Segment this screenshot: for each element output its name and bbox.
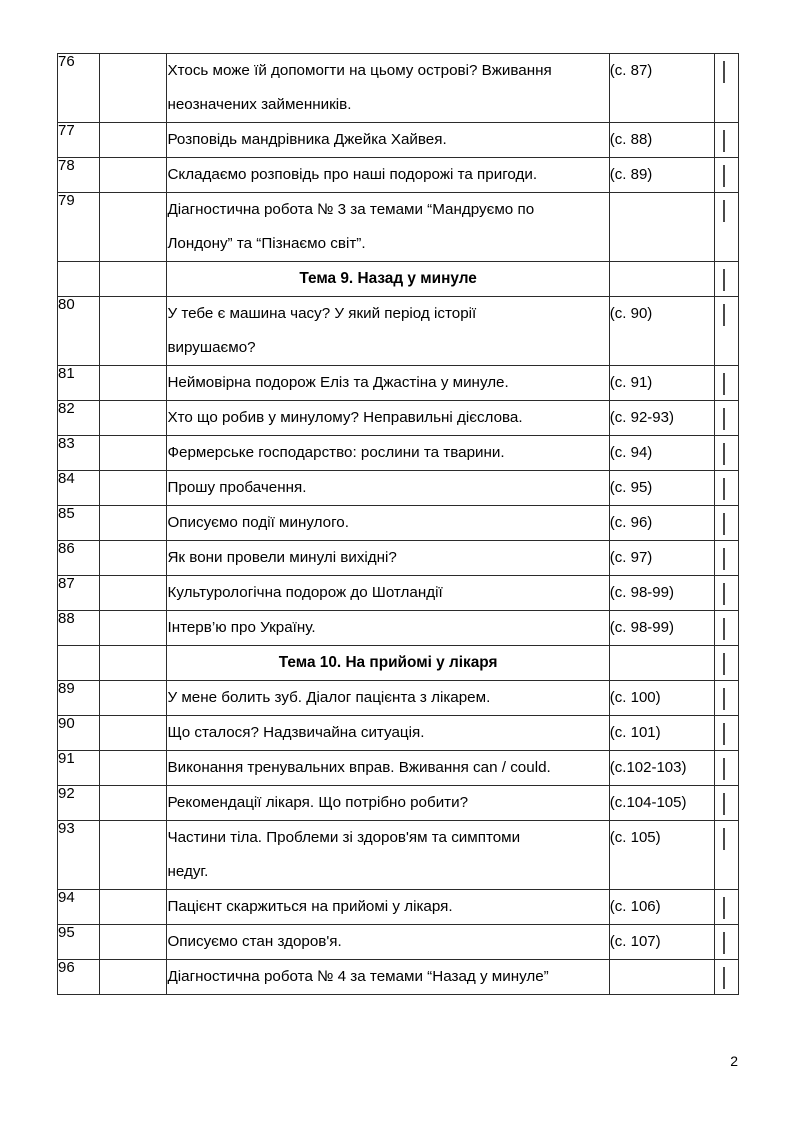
- vertical-tick-icon: [723, 513, 725, 535]
- theme-title: Тема 10. На прийомі у лікаря: [167, 646, 609, 681]
- lesson-topic-cell: [167, 297, 609, 366]
- lesson-topic-line-1: Частини тіла. Проблеми зі здоров'ям та симптоми: [167, 829, 521, 846]
- table-row: [58, 471, 739, 506]
- lesson-date-cell: [99, 366, 167, 401]
- mark-cell: [714, 611, 738, 646]
- theme-row-date-cell: [99, 646, 167, 681]
- vertical-tick-icon: [723, 967, 725, 989]
- theme-row-date-cell: [99, 262, 167, 297]
- theme-header-row: [58, 646, 739, 681]
- lesson-number: 93: [58, 821, 100, 890]
- lesson-number: 82: [58, 401, 100, 436]
- lesson-date-cell: [99, 54, 167, 123]
- lesson-topic-line-1: Описуємо події минулого.: [167, 514, 349, 531]
- page-reference: (с. 87): [609, 54, 714, 123]
- lesson-number: 78: [58, 158, 100, 193]
- theme-row-number-cell: [58, 262, 100, 297]
- lesson-date-cell: [99, 158, 167, 193]
- vertical-tick-icon: [723, 408, 725, 430]
- page-reference: (с. 90): [609, 297, 714, 366]
- lesson-number: 84: [58, 471, 100, 506]
- theme-row-page-cell: [609, 262, 714, 297]
- lesson-date-cell: [99, 960, 167, 995]
- lesson-topic-cell: [167, 716, 609, 751]
- page-reference: (с. 89): [609, 158, 714, 193]
- theme-row-mark-cell: [714, 646, 738, 681]
- lesson-topic-line-1: У тебе є машина часу? У який період історії: [167, 305, 477, 322]
- vertical-tick-icon: [723, 932, 725, 954]
- table-row: [58, 786, 739, 821]
- lesson-topic-line-1: Рекомендації лікаря. Що потрібно робити?: [167, 794, 469, 811]
- table-row: [58, 541, 739, 576]
- vertical-tick-icon: [723, 478, 725, 500]
- lesson-topic-line-1: Неймовірна подорож Еліз та Джастіна у минуле.: [167, 374, 509, 391]
- page-reference: (с. 95): [609, 471, 714, 506]
- mark-cell: [714, 541, 738, 576]
- mark-cell: [714, 401, 738, 436]
- lesson-number: 92: [58, 786, 100, 821]
- table-row: [58, 716, 739, 751]
- page-reference: (с. 98-99): [609, 576, 714, 611]
- lesson-topic-cell: [167, 751, 609, 786]
- lesson-topic-cell: [167, 366, 609, 401]
- page-reference: (с. 94): [609, 436, 714, 471]
- mark-cell: [714, 436, 738, 471]
- theme-row-number-cell: [58, 646, 100, 681]
- lesson-topic-cell: [167, 54, 609, 123]
- lesson-topic-cell: [167, 541, 609, 576]
- lesson-topic-line-1: Інтерв’ю про Україну.: [167, 619, 316, 636]
- lesson-date-cell: [99, 123, 167, 158]
- page-reference: (с. 100): [609, 681, 714, 716]
- lesson-topic-line-1: Пацієнт скаржиться на прийомі у лікаря.: [167, 898, 453, 915]
- mark-cell: [714, 960, 738, 995]
- lesson-topic-line-1: Діагностична робота № 3 за темами “Мандруємо по: [167, 201, 535, 218]
- lesson-topic-cell: [167, 611, 609, 646]
- vertical-tick-icon: [723, 618, 725, 640]
- table-row: [58, 123, 739, 158]
- lesson-topic-cell: [167, 786, 609, 821]
- lesson-topic-cell: [167, 436, 609, 471]
- lesson-topic-line-1: Культурологічна подорож до Шотландії: [167, 584, 443, 601]
- lesson-topic-cell: [167, 506, 609, 541]
- lesson-date-cell: [99, 786, 167, 821]
- table-row: [58, 751, 739, 786]
- lesson-date-cell: [99, 821, 167, 890]
- lesson-plan-table: [57, 53, 739, 995]
- table-row: [58, 681, 739, 716]
- table-row: [58, 890, 739, 925]
- lesson-date-cell: [99, 193, 167, 262]
- lesson-topic-line-1: Хто що робив у минулому? Неправильні дієслова.: [167, 409, 523, 426]
- lesson-date-cell: [99, 297, 167, 366]
- lesson-topic-cell: [167, 890, 609, 925]
- lesson-number: 89: [58, 681, 100, 716]
- page-reference: (с.102-103): [609, 751, 714, 786]
- lesson-topic-line-2: недуг.: [167, 863, 209, 880]
- lesson-number: 91: [58, 751, 100, 786]
- vertical-tick-icon: [723, 583, 725, 605]
- lesson-date-cell: [99, 541, 167, 576]
- mark-cell: [714, 297, 738, 366]
- table-row: [58, 158, 739, 193]
- lesson-topic-line-1: Прошу пробачення.: [167, 479, 307, 496]
- lesson-topic-line-1: Складаємо розповідь про наші подорожі та пригоди.: [167, 166, 538, 183]
- vertical-tick-icon: [723, 304, 725, 326]
- lesson-date-cell: [99, 436, 167, 471]
- lesson-date-cell: [99, 925, 167, 960]
- mark-cell: [714, 751, 738, 786]
- lesson-topic-line-1: Розповідь мандрівника Джейка Хайвея.: [167, 131, 447, 148]
- theme-title: Тема 9. Назад у минуле: [167, 262, 609, 297]
- lesson-date-cell: [99, 576, 167, 611]
- vertical-tick-icon: [723, 548, 725, 570]
- lesson-number: 87: [58, 576, 100, 611]
- vertical-tick-icon: [723, 200, 725, 222]
- lesson-number: 94: [58, 890, 100, 925]
- lesson-topic-line-2: вирушаємо?: [167, 339, 256, 356]
- lesson-number: 96: [58, 960, 100, 995]
- page-number: 2: [730, 1053, 738, 1069]
- mark-cell: [714, 158, 738, 193]
- page-reference: (с. 107): [609, 925, 714, 960]
- theme-row-page-cell: [609, 646, 714, 681]
- vertical-tick-icon: [723, 165, 725, 187]
- lesson-topic-line-1: Хтось може їй допомогти на цьому острові? Вживання: [167, 62, 552, 79]
- lesson-date-cell: [99, 401, 167, 436]
- theme-row-mark-cell: [714, 262, 738, 297]
- table-row: [58, 436, 739, 471]
- table-row: [58, 925, 739, 960]
- lesson-topic-cell: [167, 401, 609, 436]
- mark-cell: [714, 716, 738, 751]
- vertical-tick-icon: [723, 443, 725, 465]
- page-reference: [609, 960, 714, 995]
- lesson-topic-cell: [167, 576, 609, 611]
- lesson-date-cell: [99, 751, 167, 786]
- lesson-date-cell: [99, 716, 167, 751]
- lesson-topic-line-1: Як вони провели минулі вихідні?: [167, 549, 397, 566]
- page-reference: (с. 105): [609, 821, 714, 890]
- page-reference: (с. 101): [609, 716, 714, 751]
- table-row: [58, 960, 739, 995]
- lesson-topic-line-2: Лондону” та “Пізнаємо світ”.: [167, 235, 366, 252]
- mark-cell: [714, 925, 738, 960]
- mark-cell: [714, 681, 738, 716]
- mark-cell: [714, 821, 738, 890]
- table-row: [58, 576, 739, 611]
- lesson-date-cell: [99, 890, 167, 925]
- lesson-date-cell: [99, 506, 167, 541]
- lesson-number: 76: [58, 54, 100, 123]
- table-row: [58, 611, 739, 646]
- vertical-tick-icon: [723, 130, 725, 152]
- page-reference: (с. 98-99): [609, 611, 714, 646]
- lesson-number: 81: [58, 366, 100, 401]
- lesson-topic-line-1: Діагностична робота № 4 за темами “Назад у минуле”: [167, 968, 549, 985]
- vertical-tick-icon: [723, 793, 725, 815]
- vertical-tick-icon: [723, 828, 725, 850]
- mark-cell: [714, 193, 738, 262]
- lesson-topic-line-1: Описуємо стан здоров'я.: [167, 933, 342, 950]
- lesson-date-cell: [99, 681, 167, 716]
- lesson-topic-cell: [167, 821, 609, 890]
- mark-cell: [714, 471, 738, 506]
- lesson-topic-cell: [167, 123, 609, 158]
- lesson-date-cell: [99, 611, 167, 646]
- table-row: [58, 366, 739, 401]
- lesson-number: 83: [58, 436, 100, 471]
- lesson-number: 77: [58, 123, 100, 158]
- lesson-number: 80: [58, 297, 100, 366]
- mark-cell: [714, 123, 738, 158]
- page-reference: (с. 97): [609, 541, 714, 576]
- lesson-number: 86: [58, 541, 100, 576]
- page-reference: (с. 106): [609, 890, 714, 925]
- vertical-tick-icon: [723, 758, 725, 780]
- vertical-tick-icon: [723, 688, 725, 710]
- mark-cell: [714, 366, 738, 401]
- lesson-topic-line-1: Що сталося? Надзвичайна ситуація.: [167, 724, 425, 741]
- lesson-topic-cell: [167, 681, 609, 716]
- page-reference: (с. 92-93): [609, 401, 714, 436]
- mark-cell: [714, 506, 738, 541]
- page-reference: [609, 193, 714, 262]
- vertical-tick-icon: [723, 723, 725, 745]
- lesson-topic-cell: [167, 925, 609, 960]
- lesson-date-cell: [99, 471, 167, 506]
- vertical-tick-icon: [723, 61, 725, 83]
- vertical-tick-icon: [723, 373, 725, 395]
- table-row: [58, 401, 739, 436]
- table-row: [58, 821, 739, 890]
- page-reference: (с. 88): [609, 123, 714, 158]
- table-body: [58, 54, 739, 995]
- lesson-topic-line-2: неозначених займенників.: [167, 96, 352, 113]
- vertical-tick-icon: [723, 897, 725, 919]
- lesson-topic-cell: [167, 158, 609, 193]
- lesson-number: 90: [58, 716, 100, 751]
- page-reference: (с. 91): [609, 366, 714, 401]
- lesson-topic-cell: [167, 193, 609, 262]
- lesson-topic-line-1: Фермерське господарство: рослини та тварини.: [167, 444, 505, 461]
- lesson-topic-line-1: Виконання тренувальних вправ. Вживання can / could.: [167, 759, 551, 776]
- page-reference: (с. 96): [609, 506, 714, 541]
- table-row: [58, 193, 739, 262]
- theme-header-row: [58, 262, 739, 297]
- lesson-number: 95: [58, 925, 100, 960]
- mark-cell: [714, 576, 738, 611]
- lesson-topic-line-1: У мене болить зуб. Діалог пацієнта з лікарем.: [167, 689, 491, 706]
- mark-cell: [714, 54, 738, 123]
- lesson-topic-cell: [167, 960, 609, 995]
- page-reference: (с.104-105): [609, 786, 714, 821]
- table-row: [58, 54, 739, 123]
- mark-cell: [714, 890, 738, 925]
- vertical-tick-icon: [723, 269, 725, 291]
- lesson-topic-cell: [167, 471, 609, 506]
- lesson-number: 88: [58, 611, 100, 646]
- mark-cell: [714, 786, 738, 821]
- table-row: [58, 297, 739, 366]
- lesson-number: 79: [58, 193, 100, 262]
- vertical-tick-icon: [723, 653, 725, 675]
- lesson-number: 85: [58, 506, 100, 541]
- table-row: [58, 506, 739, 541]
